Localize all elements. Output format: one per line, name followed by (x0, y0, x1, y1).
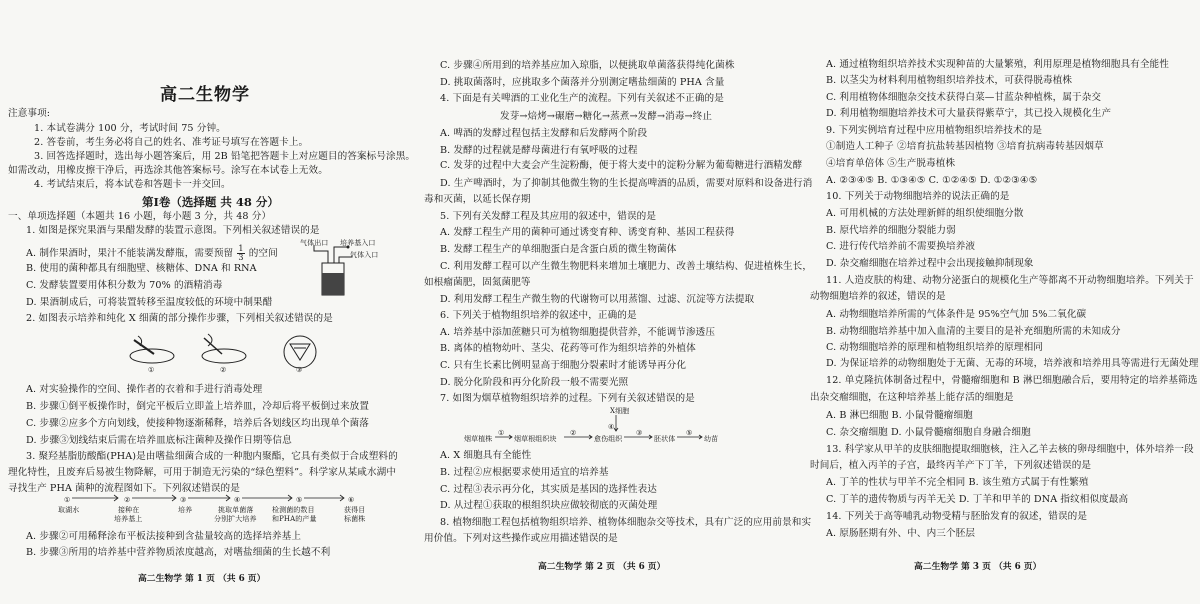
step-number: ② (570, 429, 577, 437)
question-item: ①制造人工种子 ②培育抗盐转基因植物 ③培育抗病毒转基因烟草 (826, 141, 1104, 152)
question-stem: 动物细胞培养的叙述，错误的是 (810, 291, 946, 302)
flow-step-label: 取湖水 (58, 506, 80, 514)
flow-step-number: ② (124, 496, 131, 504)
question-stem: 5. 下列有关发酵工程及其应用的叙述中，错误的是 (440, 211, 657, 222)
part-heading: 一、单项选择题（本题共 16 小题，每小题 3 分，共 48 分） (8, 211, 272, 222)
question-option: A. 对实验操作的空间、操作者的衣着和手进行消毒处理 (26, 384, 263, 395)
question-option: B. 原代培养的细胞分裂能力弱 (826, 225, 956, 236)
flow-step-label: 接种在 (118, 506, 140, 514)
flow-step-label: 检测菌的数目 (272, 506, 315, 514)
fraction (237, 245, 244, 262)
flow-step-label: 分别扩大培养 (214, 515, 257, 523)
page-3 (810, 0, 1199, 604)
question-option: C. 利用植物体细胞杂交技术获得白菜—甘蓝杂种植株，属于杂交 (826, 92, 1102, 103)
question-option: D. 果酒制成后，可将装置转移至温度较低的环境中制果醋 (26, 297, 273, 308)
flow-arrows (58, 494, 378, 528)
page-footer: 高二生物学 第 3 页 （共 6 页） (914, 562, 1042, 572)
exam-title: 高二生物学 (160, 85, 250, 105)
question-option: C. 动物细胞培养的原理和植物组织培养的原理相同 (826, 342, 1043, 353)
gas-outlet-label: 气体出口 (300, 239, 329, 247)
streak-plate-figure (124, 330, 336, 372)
flow-node: 烟草根组织块 (514, 435, 557, 443)
fermenter-figure (294, 237, 394, 299)
option-text: A. 制作果酒时，果汁不能装满发酵瓶，需要预留 (26, 248, 234, 259)
note-line: 4. 考试结束后，将本试卷和答题卡一并交回。 (34, 179, 231, 190)
flow-step-label: 获得目 (344, 506, 366, 514)
gas-inlet-label: 气体入口 (350, 251, 379, 259)
question-option: A. 丁羊的性状与甲羊不完全相同 B. 该生殖方式属于有性繁殖 (826, 477, 1089, 488)
question-option: D. 脱分化阶段和再分化阶段一般不需要光照 (440, 377, 629, 388)
question-option: C. 步骤②应多个方向划线，使接种物逐渐稀释，培养后各划线区均出现单个菌落 (26, 418, 369, 429)
question-option: A. 可用机械的方法处理新鲜的组织使细胞分散 (826, 208, 1024, 219)
question-stem: 3. 聚羟基脂肪酸酯(PHA)是由嗜盐细菌合成的一种胞内聚酯，它具有类似于合成塑料的 (26, 451, 398, 462)
question-option: D. 杂交瘤细胞在培养过程中会出现接触抑制现象 (826, 258, 1034, 269)
question-option: B. 步骤①倒平板操作时，倒完平板后立即盖上培养皿，冷却后将平板倒过来放置 (26, 401, 370, 412)
medium-inlet-label: 培养基入口 (340, 239, 376, 247)
step-number: ⑤ (686, 429, 693, 437)
question-option: 毒和灭菌，以延长保存期 (424, 194, 531, 205)
question-option (26, 245, 278, 262)
note-line: 3. 回答选择题时，选出每小题答案后，用 2B 铅笔把答题卡上对应题目的答案标号涂黑。 (34, 151, 416, 162)
question-option: A. 原肠胚期有外、中、内三个胚层 (826, 528, 976, 539)
step-number: ① (498, 429, 505, 437)
question-stem: 寻找生产 PHA 菌种的流程图如下。下列叙述错误的是 (8, 483, 240, 494)
question-option: B. 过程②应根据要求使用适宜的培养基 (440, 467, 609, 478)
page-2 (424, 0, 813, 604)
step-number: ④ (608, 423, 615, 431)
text-line: D. 挑取菌落时，应挑取多个菌落并分别测定嗜盐细菌的 PHA 含量 (440, 77, 725, 88)
question-option: D. 利用发酵工程生产微生物的代谢物可以用蒸馏、过滤、沉淀等方法提取 (440, 294, 755, 305)
question-option: A. 发酵工程生产用的菌种可通过诱变育种、诱变育种、基因工程获得 (440, 227, 735, 238)
tobacco-culture-figure (464, 405, 764, 447)
question-option: C. 进行传代培养前不需要换培养液 (826, 241, 976, 252)
flow-step-label: 挑取单菌落 (218, 506, 254, 514)
question-option: A. 动物细胞培养所需的气体条件是 95%空气加 5%二氧化碳 (826, 309, 1087, 320)
question-option: C. 过程③表示再分化，其实质是基因的选择性表达 (440, 484, 657, 495)
question-option: B. 离体的植物幼叶、茎尖、花药等可作为组织培养的外植体 (440, 343, 696, 354)
note-line: 2. 答卷前，考生务必将自己的姓名、准考证号填写在答题卡上。 (34, 137, 309, 148)
flow-step-label: 标菌株 (344, 515, 366, 523)
question-option: A. 通过植物组织培养技术实现种苗的大量繁殖，利用原理是植物细胞具有全能性 (826, 59, 1169, 70)
text-line: C. 步骤④所用到的培养基应加入琼脂，以便挑取单菌落获得纯化菌株 (440, 60, 735, 71)
streak-plate-drawing (124, 330, 336, 372)
question-option: B. 以茎尖为材料利用植物组织培养技术，可获得脱毒植株 (826, 75, 1073, 86)
note-line: 1. 本试卷满分 100 分，考试时间 75 分钟。 (34, 123, 226, 134)
question-stem: 12. 单克隆抗体制备过程中，骨髓瘤细胞和 B 淋巴细胞融合后，要用特定的培养基筛选 (826, 375, 1198, 386)
step-number: ② (220, 366, 227, 374)
beer-process-flow: 发芽→焙烤→碾磨→糖化→蒸煮→发酵→消毒→终止 (500, 111, 713, 122)
flow-step-label: 培养基上 (114, 515, 143, 523)
question-option: C. 杂交瘤细胞 D. 小鼠骨髓瘤细胞自身融合细胞 (826, 427, 1031, 438)
question-option: C. 只有生长素比例明显高于细胞分裂素时才能诱导再分化 (440, 360, 687, 371)
step-number: ① (148, 366, 155, 374)
flow-node: 幼苗 (704, 435, 719, 443)
question-option: C. 利用发酵工程可以产生微生物肥料来增加土壤肥力、改善土壤结构、促进植株生长， (440, 261, 813, 272)
question-option: D. 为保证培养的动物细胞处于无菌、无毒的环境，培养液和培养用具等需进行无菌处理 (826, 358, 1199, 369)
step-number: ③ (296, 366, 303, 374)
question-stem: 10. 下列关于动物细胞培养的说法正确的是 (826, 191, 1010, 202)
page-footer: 高二生物学 第 2 页 （共 6 页） (538, 562, 666, 572)
fraction-denominator: 3 (238, 253, 244, 262)
fraction-numerator: 1 (238, 244, 244, 253)
flow-step-number: ⑥ (348, 496, 355, 504)
question-option: D. 利用植物细胞培养技术可大量获得紫草宁，其已投入规模化生产 (826, 108, 1112, 119)
question-option: A. 啤酒的发酵过程包括主发酵和后发酵两个阶段 (440, 128, 648, 139)
question-option: C. 丁羊的遗传物质与丙羊无关 D. 丁羊和甲羊的 DNA 指纹相似度最高 (826, 494, 1129, 505)
question-stem: 13. 科学家从甲羊的皮肤细胞提取细胞核，注入乙羊去核的卵母细胞中，体外培养一段 (826, 444, 1194, 455)
question-option: A. X 细胞具有全能性 (440, 450, 532, 461)
question-option: B. 步骤③所用的培养基中营养物质浓度越高，对嗜盐细菌的生长越不利 (26, 547, 331, 558)
page-footer: 高二生物学 第 1 页 （共 6 页） (138, 574, 266, 584)
flow-step-number: ④ (234, 496, 241, 504)
question-stem: 1. 如图是探究果酒与果醋发酵的装置示意图。下列相关叙述错误的是 (26, 225, 320, 236)
flow-step-number: ① (64, 496, 71, 504)
flow-node: 烟草植株 (464, 435, 493, 443)
question-option: A. ②③④⑤ B. ①③④⑤ C. ①②④⑤ D. ①②③④⑤ (826, 175, 1038, 186)
question-option: C. 发酵装置要用体积分数为 70% 的酒精消毒 (26, 280, 223, 291)
question-option: D. 从过程①获取的根组织块应做较彻底的灭菌处理 (440, 500, 658, 511)
question-item: ④培育单倍体 ⑤生产脱毒植株 (826, 158, 956, 169)
question-stem: 11. 人造皮肤的构建、动物分泌蛋白的规模化生产等都离不开动物细胞培养。下列关于 (826, 275, 1194, 286)
flow-step-label: 培养 (178, 506, 193, 514)
question-stem: 理化特性，且废弃后易被生物降解，可用于制造无污染的“绿色塑料”。科学家从某咸水湖中 (8, 467, 397, 478)
question-stem: 8. 植物细胞工程包括植物组织培养、植物体细胞杂交等技术，具有广泛的应用前景和实 (440, 517, 812, 528)
question-option: A. 步骤②可用稀释涂布平板法接种到含盐量较高的选择培养基上 (26, 531, 302, 542)
flow-node: 愈伤组织 (594, 435, 623, 443)
note-line: 如需改动，用橡皮擦干净后，再选涂其他答案标号。涂写在本试卷上无效。 (8, 165, 328, 176)
question-option: D. 步骤③划线结束后需在培养皿底标注菌种及操作日期等信息 (26, 435, 292, 446)
question-option: B. 动物细胞培养基中加入血清的主要目的是补充细胞所需的未知成分 (826, 326, 1121, 337)
question-stem: 7. 如图为烟草植物组织培养的过程。下列有关叙述错误的是 (440, 393, 695, 404)
question-option: A. 培养基中添加蔗糖只可为植物细胞提供营养，不能调节渗透压 (440, 327, 716, 338)
question-stem: 6. 下列关于植物组织培养的叙述中，正确的是 (440, 310, 637, 321)
page-1 (8, 0, 416, 604)
flow-node: 胚状体 (654, 435, 676, 443)
question-option: B. 使用的菌种都具有细胞壁、核糖体、DNA 和 RNA (26, 263, 257, 274)
question-stem: 14. 下列关于高等哺乳动物受精与胚胎发育的叙述，错误的是 (826, 511, 1088, 522)
question-stem: 出杂交瘤细胞，在这种培养基上能存活的细胞是 (810, 392, 1014, 403)
question-stem: 4. 下面是有关啤酒的工业化生产的流程。下列有关叙述不正确的是 (440, 93, 724, 104)
question-stem: 9. 下列实例培育过程中应用植物组织培养技术的是 (826, 125, 1043, 136)
question-option: B. 发酵的过程就是酵母菌进行有氧呼吸的过程 (440, 145, 638, 156)
flow-step-number: ⑤ (296, 496, 303, 504)
question-stem: 时间后，植入丙羊的子宫，最终丙羊产下丁羊，下列叙述错误的是 (810, 460, 1092, 471)
question-option: C. 发芽的过程中大麦会产生淀粉酶，便于将大麦中的淀粉分解为葡萄糖进行酒精发酵 (440, 160, 803, 171)
question-stem: 2. 如图表示培养和纯化 X 细菌的部分操作步骤，下列相关叙述错误的是 (26, 313, 333, 324)
question-option: D. 生产啤酒时，为了抑制其他微生物的生长提高啤酒的品质，需要对原料和设备进行消 (440, 178, 813, 189)
question-option: B. 发酵工程生产的单细胞蛋白是含蛋白质的微生物菌体 (440, 244, 677, 255)
flow-step-label: 和PHA的产量 (272, 515, 317, 523)
notes-heading: 注意事项: (8, 108, 51, 119)
question-stem: 用价值。下列对这些操作或应用描述错误的是 (424, 533, 618, 544)
question-option: A. B 淋巴细胞 B. 小鼠骨髓瘤细胞 (826, 410, 973, 421)
step-number: ③ (636, 429, 643, 437)
option-text: 的空间 (248, 248, 278, 259)
x-cell-label: X细胞 (610, 407, 630, 415)
pha-flowchart (58, 494, 378, 528)
section-heading: 第Ⅰ卷（选择题 共 48 分） (142, 195, 279, 209)
tobacco-culture-arrows (464, 405, 764, 447)
question-option: 如根瘤菌肥，固氮菌肥等 (424, 277, 531, 288)
flow-step-number: ③ (180, 496, 187, 504)
